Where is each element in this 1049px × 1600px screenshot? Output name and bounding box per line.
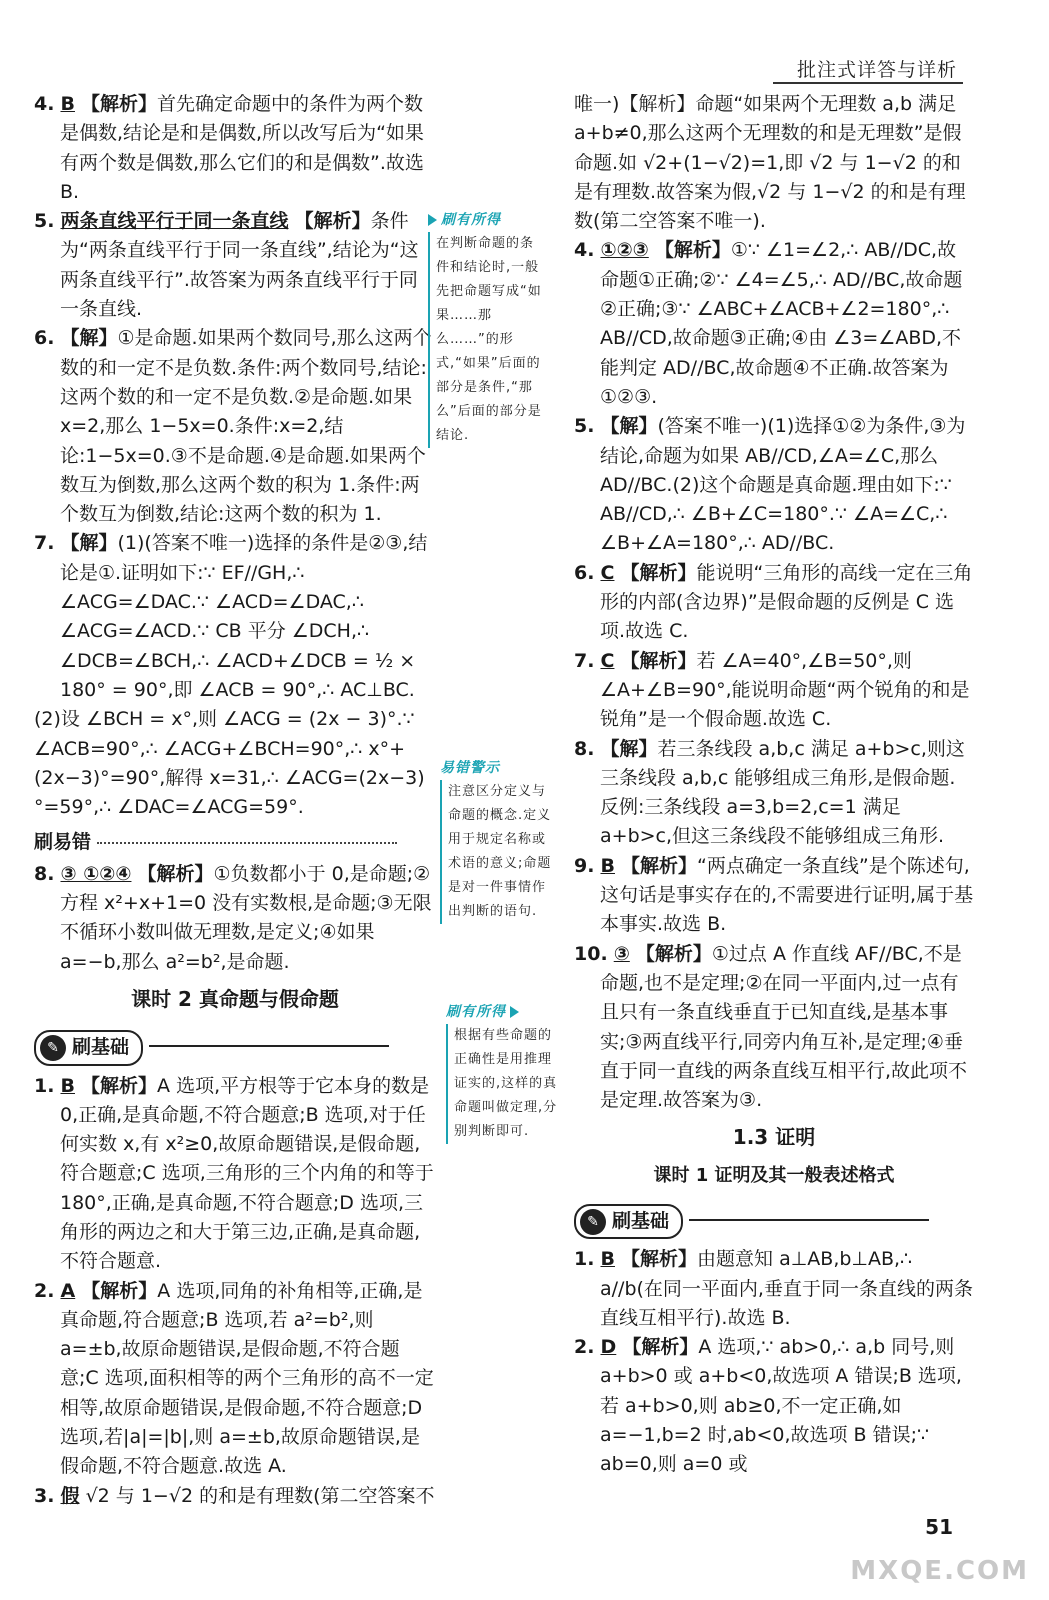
pencil-icon: ✎ xyxy=(580,1209,606,1235)
item-answer: B xyxy=(60,1074,75,1097)
item-text: 条件为“两条直线平行于同一条直线”,结论为“这两条直线平行”.故答案为两条直线平行于同一条直线. xyxy=(60,210,419,321)
dotted-divider xyxy=(97,842,397,844)
item-number: 4. xyxy=(574,239,595,262)
item-text: 若三条线段 a,b,c 满足 a+b>c,则这三条线段 a,b,c 能够组成三角形,是假命题.反例:三条线段 a=3,b=2,c=1 满足 a+b>c,但这三条线段不能够组成三角形. xyxy=(600,737,965,848)
item-number: 1. xyxy=(34,1074,55,1097)
answer-item-7-part2 xyxy=(34,705,436,822)
answer-item-b2 xyxy=(34,1277,436,1482)
arrow-right-icon xyxy=(510,1006,519,1018)
answer-item-r9 xyxy=(574,852,974,940)
answer-item-r8 xyxy=(574,735,974,852)
item-tag: 【解】 xyxy=(60,327,118,350)
item-tag: 【解析】 xyxy=(620,561,697,584)
item-tag: 【解析】 xyxy=(622,1336,699,1359)
cuoyi-label-text: 刷易错 xyxy=(34,831,92,854)
item-number: 10. xyxy=(574,942,608,965)
badge-label: 刷基础 xyxy=(612,1209,670,1232)
cuoyi-section-label xyxy=(34,828,436,857)
item-tag: 【解析】 xyxy=(621,854,698,877)
item-number: 6. xyxy=(34,327,55,350)
item-tag: 【解析】 xyxy=(294,210,371,233)
header-title: 批注式详答与详析 xyxy=(796,59,957,81)
note-text: 根据有些命题的正确性是用推理证实的,这样的真命题叫做定理,分别判断即可. xyxy=(446,1024,564,1144)
left-column xyxy=(34,90,436,1511)
item-answer: B xyxy=(600,1248,615,1271)
item-text: ①过点 A 作直线 AF//BC,不是命题,也不是定理;②在同一平面内,过一点有且只有一条直线垂直于已知直线,是基本事实;③两直线平行,同旁内角互补,是定理;④垂直于同一直线的两条直线互相平行,故此项不是定理.故答案为③. xyxy=(600,942,968,1112)
note-head xyxy=(446,1000,564,1024)
badge-label: 刷基础 xyxy=(72,1036,130,1059)
answer-item-rb2 xyxy=(574,1333,974,1479)
item-number: 6. xyxy=(574,561,595,584)
page-header xyxy=(0,0,1049,85)
right-column xyxy=(574,90,974,1480)
item-text: ①是命题.如果两个数同号,那么这两个数的和一定不是负数.条件:两个数同号,结论:这两个数的和一定不是负数.②是命题.如果 x=2,那么 1−5x=0.条件:x=2,结论:1−5x=0.③不是命题.④是命题.如果两个数互为倒数,那么这两个数的积为 1.条件:两个数互为倒数,结论:这两个数的积为 1. xyxy=(60,327,432,526)
item-tag: 【解析】 xyxy=(621,1248,698,1271)
answer-item-5 xyxy=(34,207,436,324)
lesson-title: 课时 1 证明及其一般表述格式 xyxy=(653,1164,895,1186)
item-text: 唯一)【解析】命题“如果两个无理数 a,b 满足 a+b≠0,那么这两个无理数的和是无理数”是假命题.如 √2+(1−√2)=1,即 √2 与 1−√2 的和是有理数.故答案为假,√2 与 1−√2 的和是有理数(第二空答案不唯一). xyxy=(574,93,966,233)
answer-item-r7 xyxy=(574,647,974,735)
answer-item-8 xyxy=(34,860,436,977)
item-number: 7. xyxy=(34,532,55,555)
basics-badge xyxy=(34,1030,143,1065)
item-answer: 两条直线平行于同一条直线 xyxy=(60,210,289,233)
item-number: 4. xyxy=(34,93,55,115)
item-answer: C xyxy=(600,649,615,672)
note-head xyxy=(440,756,552,780)
item-tag: 【解析】 xyxy=(81,1074,158,1097)
item-number: 1. xyxy=(574,1248,595,1271)
basics-badge-row xyxy=(574,1196,974,1245)
item-text: (答案不唯一)(1)选择①②为条件,③为结论,命题为如果 AB//CD,∠A=∠C,那么 AD//BC.(2)这个命题是真命题.理由如下:∵ AB//CD,∴ ∠B+∠C=180°.∵ ∠A=∠C,∴ ∠B+∠A=180°,∴ AD//BC. xyxy=(600,415,966,555)
item-number: 8. xyxy=(34,862,55,885)
margin-note-2 xyxy=(440,756,552,924)
answer-item-r4 xyxy=(574,236,974,412)
item-number: 3. xyxy=(34,1484,55,1507)
item-text: 若 ∠A=40°,∠B=50°,则 ∠A+∠B=90°,能说明命题“两个锐角的和是锐角”是一个假命题.故选 C. xyxy=(600,649,970,731)
item-answer: D xyxy=(600,1336,617,1359)
item-answer: ③ xyxy=(613,942,630,965)
item-tag: 【解析】 xyxy=(81,1279,158,1302)
item-number: 5. xyxy=(34,210,55,233)
item-number: 2. xyxy=(574,1336,595,1359)
answer-item-3-continued xyxy=(574,90,974,236)
item-answer: ①②③ xyxy=(600,239,649,262)
page-number: 51 xyxy=(925,1515,953,1539)
item-text: ①负数都小于 0,是命题;②方程 x²+x+1=0 没有实数根,是命题;③无限不循环小数叫做无理数,是定义;④如果 a=−b,那么 a²=b²,是命题. xyxy=(60,862,432,973)
item-answer: ③ ①②④ xyxy=(60,862,132,885)
watermark: MXQE.COM xyxy=(850,1556,1029,1586)
answer-item-7 xyxy=(34,529,436,705)
badge-divider xyxy=(689,1219,929,1221)
answer-item-b1 xyxy=(34,1072,436,1277)
arrow-right-icon xyxy=(428,214,437,226)
item-tag: 【解】 xyxy=(600,415,658,438)
note-head xyxy=(428,208,546,232)
item-tag: 【解】 xyxy=(600,737,658,760)
item-text: 由题意知 a⊥AB,b⊥AB,∴ a//b(在同一平面内,垂直于同一条直线的两条直线互相平行).故选 B. xyxy=(600,1248,973,1329)
pencil-icon: ✎ xyxy=(40,1035,66,1061)
item-text: ①∵ ∠1=∠2,∴ AB//DC,故命题①正确;②∵ ∠4=∠5,∴ AD//BC,故命题②正确;③∵ ∠ABC+∠ACB+∠2=180°,∴ AB//CD,故命题③正确;④由 ∠3=∠ABD,不能判定 AD//BC,故命题④不正确.故答案为①②③. xyxy=(600,239,963,408)
answer-item-r6 xyxy=(574,559,974,647)
item-tag: 【解析】 xyxy=(137,862,214,885)
item-answer: C xyxy=(600,561,615,584)
item-tag: 【解析】 xyxy=(654,239,731,262)
note-head-text: 刷有所得 xyxy=(446,1004,506,1020)
lesson-title: 课时 2 真命题与假命题 xyxy=(131,986,339,1011)
item-tag: 【解】 xyxy=(60,532,118,555)
item-answer: 假 xyxy=(60,1484,80,1507)
item-text: “两点确定一条直线”是个陈述句,这句话是事实存在的,不需要进行证明,属于基本事实.故选 B. xyxy=(600,854,974,936)
item-answer: B xyxy=(60,93,75,115)
item-number: 2. xyxy=(34,1279,55,1302)
answer-item-4 xyxy=(34,90,436,207)
section-title: 1.3 证明 xyxy=(732,1125,816,1150)
answer-item-rb1 xyxy=(574,1245,974,1333)
item-tag: 【解析】 xyxy=(81,93,158,115)
item-text: A 选项,同角的补角相等,正确,是真命题,符合题意;B 选项,若 a²=b²,则 a=±b,故原命题错误,是假命题,不符合题意;C 选项,面积相等的两个三角形的高不一定相等,故原命题错误,是假命题,不符合题意;D 选项,若|a|=|b|,则 a=±b,故原命题错误,是假命题,不符合题意.故选 A. xyxy=(60,1279,434,1478)
answer-item-r5 xyxy=(574,412,974,558)
note-text: 在判断命题的条件和结论时,一般先把命题写成“如果……那么……”的形式,“如果”后面的部分是条件,“那么”后面的部分是结论. xyxy=(428,232,546,448)
item-tag: 【解析】 xyxy=(620,649,697,672)
item-text: (1)(答案不唯一)选择的条件是②③,结论是①.证明如下:∵ EF//GH,∴ ∠ACG=∠DAC.∵ ∠ACD=∠DAC,∴ ∠ACG=∠ACD.∵ CB 平分 ∠DCH,∴ ∠DCB=∠BCH,∴ ∠ACD+∠DCB = ½ × 180° = 90°,即 ∠ACB = 90°,∴ AC⊥BC. xyxy=(60,532,428,701)
header-rule xyxy=(773,82,963,84)
item-answer: B xyxy=(600,854,615,877)
basics-badge xyxy=(574,1204,683,1239)
answer-item-6 xyxy=(34,324,436,529)
item-text: 能说明“三角形的高线一定在三角形的内部(含边界)”是假命题的反例是 C 选项.故选 C. xyxy=(600,561,973,643)
item-text: √2 与 1−√2 的和是有理数(第二空答案不 xyxy=(85,1484,435,1507)
item-text: 首先确定命题中的条件为两个数是偶数,结论是和是偶数,所以改写后为“如果有两个数是偶数,那么它们的和是偶数”.故选 B. xyxy=(60,93,424,203)
item-text: A 选项,∵ ab>0,∴ a,b 同号,则 a+b>0 或 a+b<0,故选项 A 错误;B 选项,若 a+b>0,则 ab≥0,不一定正确,如 a=−1,b=2 时,ab<0,故选项 B 错误;∵ ab=0,则 a=0 或 xyxy=(600,1336,962,1476)
item-answer: A xyxy=(60,1279,76,1302)
answer-item-r10 xyxy=(574,940,974,1116)
item-text: A 选项,平方根等于它本身的数是 0,正确,是真命题,不符合题意;B 选项,对于任何实数 x,有 x²≥0,故原命题错误,是假命题,符合题意;C 选项,三角形的三个内角的和等于 180°,正确,是真命题,不符合题意;D 选项,三角形的两边之和大于第三边,正确,是真命题,不符合题意. xyxy=(60,1074,434,1273)
note-head-text: 易错警示 xyxy=(440,760,500,776)
basics-badge-row xyxy=(34,1022,436,1071)
item-number: 8. xyxy=(574,737,595,760)
note-text: 注意区分定义与命题的概念.定义用于规定名称或术语的意义;命题是对一件事情作出判断的语句. xyxy=(440,780,552,924)
margin-note-1 xyxy=(428,208,546,448)
item-number: 9. xyxy=(574,854,595,877)
margin-note-3 xyxy=(446,1000,564,1144)
item-tag: 【解析】 xyxy=(635,942,712,965)
item-number: 7. xyxy=(574,649,595,672)
note-head-text: 刷有所得 xyxy=(441,212,501,228)
item-text: (2)设 ∠BCH = x°,则 ∠ACG = (2x − 3)°.∵ ∠ACB=90°,∴ ∠ACG+∠BCH=90°,∴ x°+(2x−3)°=90°,解得 x=31,∴ ∠ACG=(2x−3)°=59°,∴ ∠DAC=∠ACG=59°. xyxy=(34,708,425,819)
item-number: 5. xyxy=(574,415,595,438)
answer-item-b3 xyxy=(34,1482,436,1511)
badge-divider xyxy=(149,1045,389,1047)
